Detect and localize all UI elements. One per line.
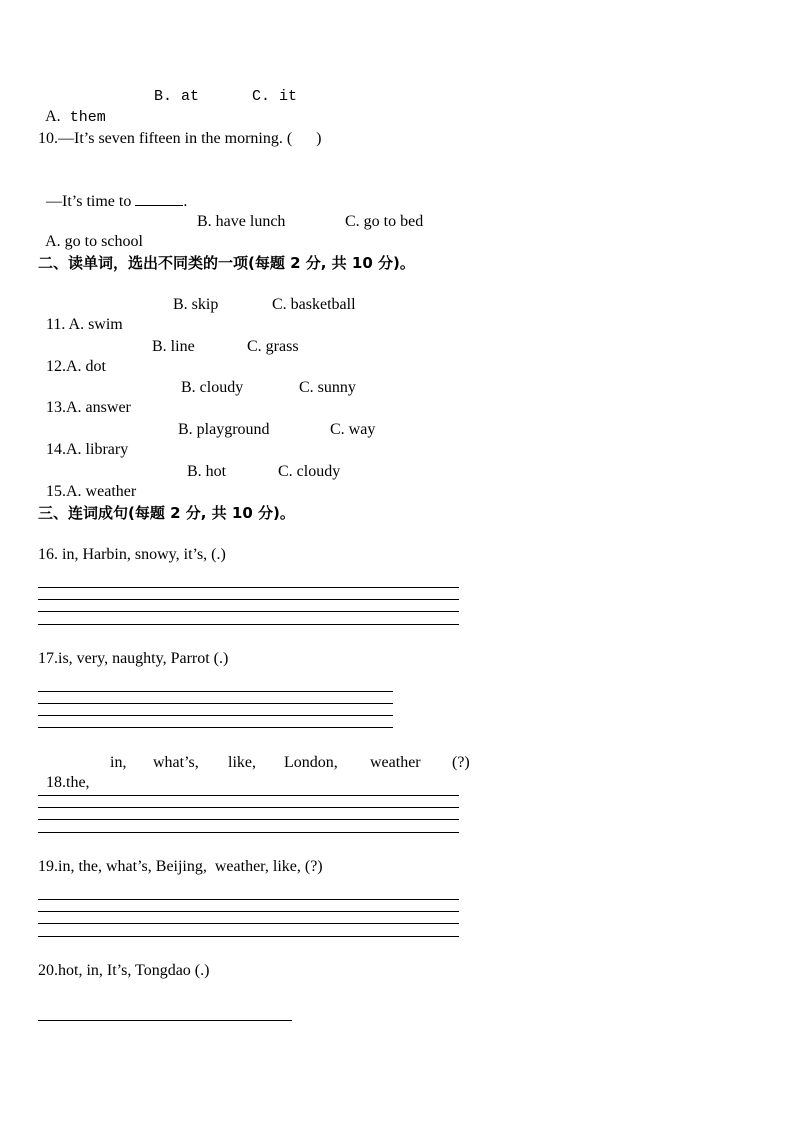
q18-word: in, xyxy=(110,754,127,771)
q9-option-b: B. at xyxy=(154,88,200,105)
writing-line xyxy=(38,624,459,625)
q10-reply xyxy=(38,171,187,212)
q14-option-c: C. way xyxy=(330,421,376,438)
q15-option-b: B. hot xyxy=(187,463,227,480)
q14-option-a: 14.A. library xyxy=(46,441,129,458)
q20-prompt: 20.hot, in, It’s, Tongdao (.) xyxy=(38,962,210,979)
q12-option-c: C. grass xyxy=(247,338,299,355)
q18-word: what’s, xyxy=(153,754,199,771)
q10-option-b: B. have lunch xyxy=(197,213,286,230)
q12-option-b: B. line xyxy=(152,338,195,355)
writing-line xyxy=(38,587,459,588)
q19-prompt: 19.in, the, what’s, Beijing, weather, like, (?) xyxy=(38,858,323,875)
section-3-title: 三、连词成句(每题 2 分, 共 10 分)。 xyxy=(38,504,295,522)
writing-line xyxy=(38,911,459,912)
writing-line xyxy=(38,1020,292,1021)
q10-question: 10.—It’s seven fifteen in the morning. ( ) xyxy=(38,130,322,147)
q18-word: (?) xyxy=(452,754,470,771)
q11-option-b: B. skip xyxy=(173,296,219,313)
section-2-title: 二、读单词，选出不同类的一项(每题 2 分, 共 10 分)。 xyxy=(38,254,415,272)
writing-line xyxy=(38,611,459,612)
q17-prompt: 17.is, very, naughty, Parrot (.) xyxy=(38,650,229,667)
q11-option-c: C. basketball xyxy=(272,296,356,313)
q9-option-a-label: A. xyxy=(45,108,61,125)
writing-line xyxy=(38,819,459,820)
q9-option-a-word: them xyxy=(60,109,106,126)
writing-line xyxy=(38,715,393,716)
q18-word: 18.the, xyxy=(46,774,90,791)
q13-option-c: C. sunny xyxy=(299,379,356,396)
q15-option-c: C. cloudy xyxy=(278,463,341,480)
writing-line xyxy=(38,599,459,600)
writing-line xyxy=(38,795,459,796)
q12-option-a: 12.A. dot xyxy=(46,358,106,375)
writing-line xyxy=(38,691,393,692)
q15-option-a: 15.A. weather xyxy=(46,483,137,500)
q10-reply-prefix: —It’s time to xyxy=(46,193,136,210)
q13-option-a: 13.A. answer xyxy=(46,399,131,416)
writing-line xyxy=(38,936,459,937)
q10-reply-suffix: . xyxy=(183,193,188,210)
writing-line xyxy=(38,832,459,833)
writing-line xyxy=(38,899,459,900)
q14-option-b: B. playground xyxy=(178,421,270,438)
q18-word: London, xyxy=(284,754,338,771)
q18-word: like, xyxy=(228,754,256,771)
writing-line xyxy=(38,807,459,808)
q18-word: weather xyxy=(370,754,421,771)
writing-line xyxy=(38,727,393,728)
q10-option-a: A. go to school xyxy=(45,233,143,250)
q10-answer-blank[interactable] xyxy=(135,191,183,206)
q10-option-c: C. go to bed xyxy=(345,213,424,230)
q9-option-c: C. it xyxy=(252,88,298,105)
q16-prompt: 16. in, Harbin, snowy, it’s, (.) xyxy=(38,546,226,563)
q11-option-a: 11. A. swim xyxy=(46,316,123,333)
q13-option-b: B. cloudy xyxy=(181,379,244,396)
writing-line xyxy=(38,703,393,704)
writing-line xyxy=(38,923,459,924)
